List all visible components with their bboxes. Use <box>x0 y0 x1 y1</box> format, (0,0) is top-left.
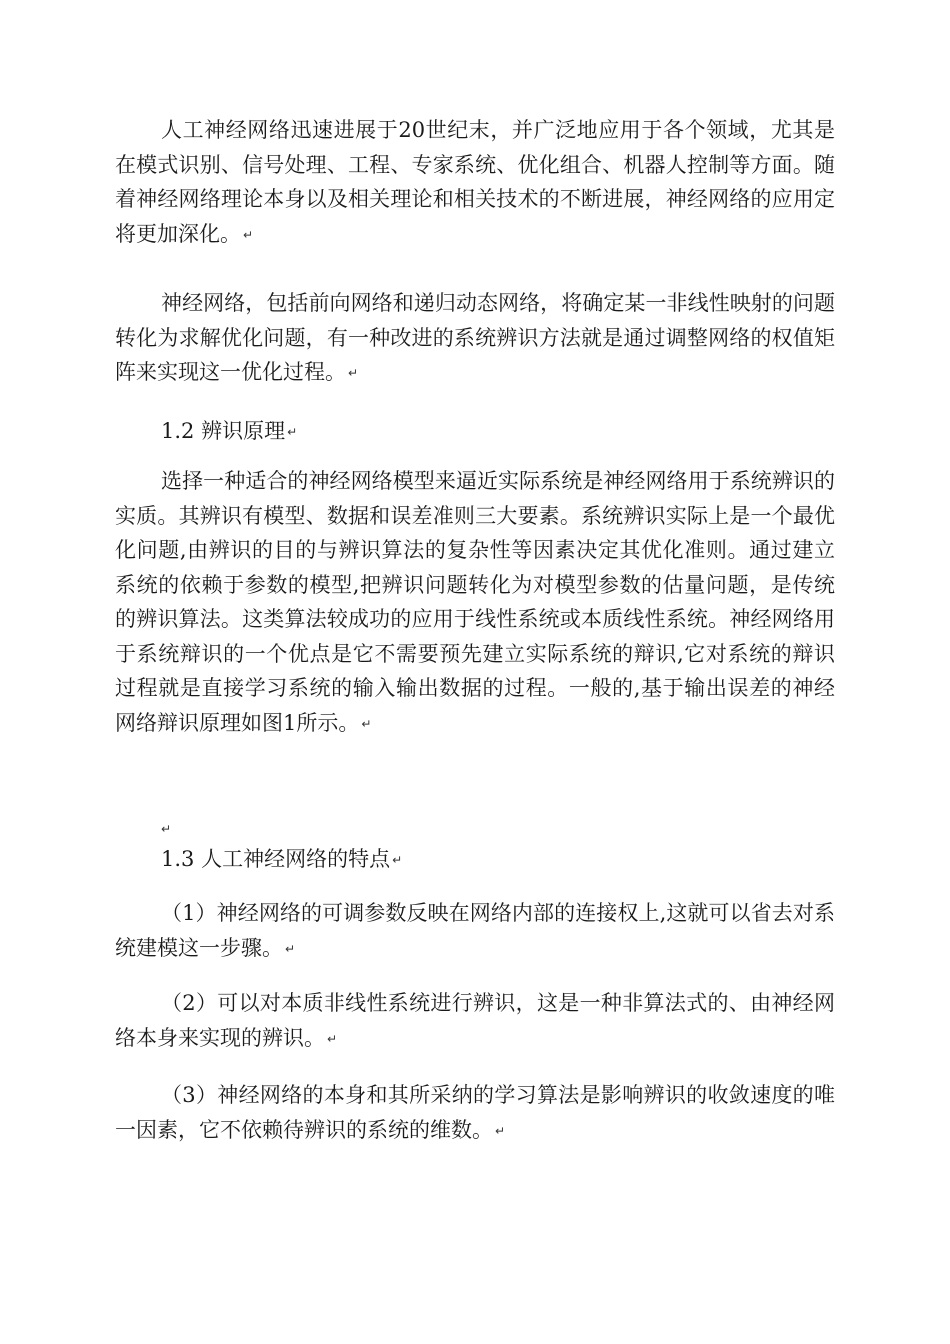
paragraph-mark-icon: ↵ <box>348 366 359 381</box>
list-item-feature-3: （3）神经网络的本身和其所采纳的学习算法是影响辨识的收敛速度的唯一因素，它不依赖待辨识的系统的维数。 ↵ <box>115 1083 835 1142</box>
list-item-feature-1: （1）神经网络的可调参数反映在网络内部的连接权上,这就可以省去对系统建模这一步骤。 ↵ <box>115 901 835 960</box>
paragraph-mark-icon: ↵ <box>392 853 403 868</box>
section-heading-1-2: 1.2 辨识原理 ↵ <box>161 419 298 443</box>
section-heading-1-3: 1.3 人工神经网络的特点 ↵ <box>161 847 403 871</box>
paragraph-networks: 神经网络，包括前向网络和递归动态网络，将确定某一非线性映射的问题转化为求解优化问题，有一种改进的系统辨识方法就是通过调整网络的权值矩阵来实现这一优化过程。 ↵ <box>115 291 835 384</box>
paragraph-mark-icon: ↵ <box>243 227 254 242</box>
paragraph-mark-icon: ↵ <box>495 1123 506 1138</box>
paragraph-mark-icon: ↵ <box>327 1031 338 1046</box>
paragraph-mark-icon: ↵ <box>287 425 298 440</box>
paragraph-mark-icon: ↵ <box>285 941 296 956</box>
list-item-feature-2: （2）可以对本质非线性系统进行辨识，这是一种非算法式的、由神经网络本身来实现的辨识。 ↵ <box>115 991 835 1050</box>
paragraph-mark-icon: ↵ <box>361 716 372 731</box>
paragraph-intro: 人工神经网络迅速进展于20世纪末，并广泛地应用于各个领域，尤其是在模式识别、信号处理、工程、专家系统、优化组合、机器人控制等方面。随着神经网络理论本身以及相关理论和相关技术的不断进展，神经网络的应用定将更加深化。 ↵ <box>115 118 835 246</box>
paragraph-mark-icon: ↵ <box>161 822 172 836</box>
paragraph-principle: 选择一种适合的神经网络模型来逼近实际系统是神经网络用于系统辨识的实质。其辨识有模型、数据和误差准则三大要素。系统辨识实际上是一个最优化问题,由辨识的目的与辨识算法的复杂性等因素决定其优化准则。通过建立系统的依赖于参数的模型,把辨识问题转化为对模型参数的估量问题，是传统的辨识算法。这类算法较成功的应用于线性系统或本质线性系统。神经网络用于系统辩识的一个优点是它不需要预先建立实际系统的辩识,它对系统的辩识过程就是直接学习系统的输入输出数据的过程。一般的,基于输出误差的神经网络辩识原理如图1所示。 ↵ <box>115 469 835 735</box>
